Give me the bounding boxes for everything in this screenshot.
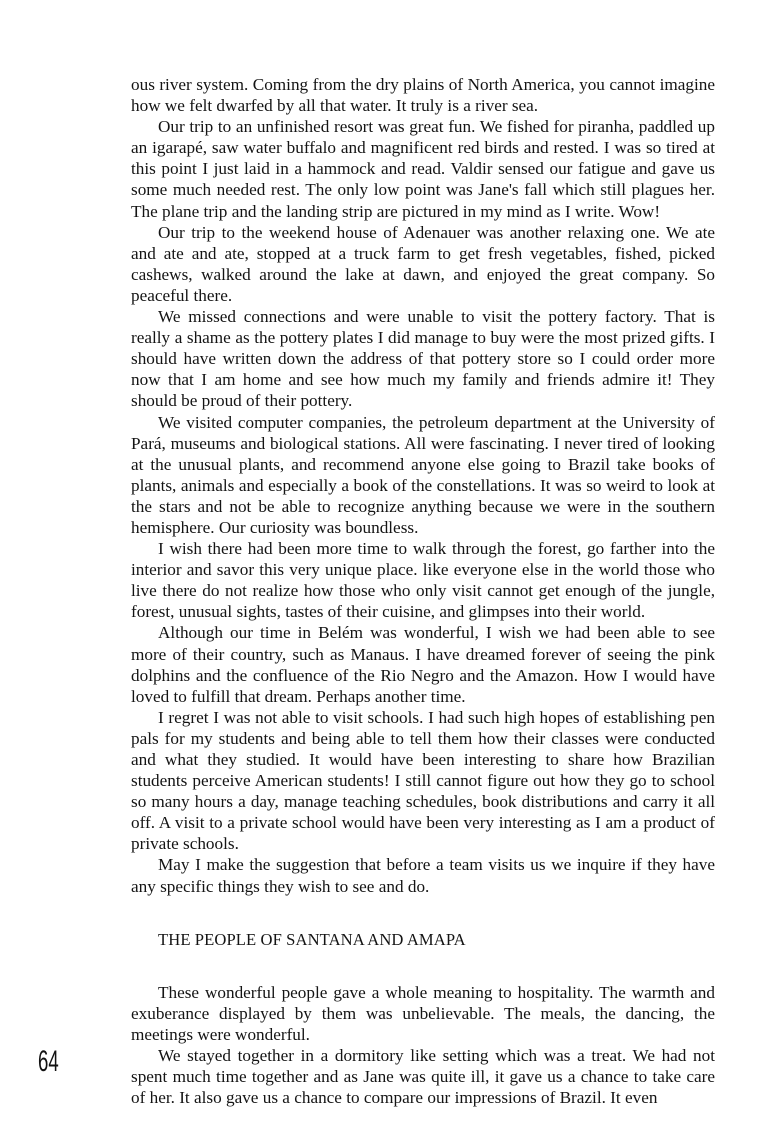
paragraph-weekend-house: Our trip to the weekend house of Adenauer was another relaxing one. We ate and ate and ate, stopped at a truck farm to get fresh vegetables, fished, picked cashews, walked around the lake at dawn, and enjoyed the great company. So peaceful there. [131,222,715,305]
paragraph-river-sea: ous river system. Coming from the dry plains of North America, you cannot imagine how we felt dwarfed by all that water. It truly is a river sea. [131,75,715,116]
paragraph-belem: Although our time in Belém was wonderful, I wish we had been able to see more of their country, such as Manaus. I have dreamed forever of seeing the pink dolphins and the confluence of the Rio Negro and the Amazon. How I would have loved to fulfill that dream. Perhaps another time. [131,623,715,706]
paragraph-schools: I regret I was not able to visit schools. I had such high hopes of establishing pen pals for my students and being able to tell them how their classes were conducted and what they studied. It would have been interesting to share how Brazilian students perceive American students! I still cannot figure out how they go to school so many hours a day, manage teaching schedules, book distributions and carry it all off. A visit to a private school would have been very interesting as I am a product of private schools. [131,707,715,854]
paragraph-computer-companies: We visited computer companies, the petroleum department at the University of Pará, museums and biological stations. All were fascinating. I never tired of looking at the unusual plants, and recommend anyone else going to Brazil take books of plants, animals and especially a book of the constellations. It was so weird to look at the stars and not be able to recognize anything because we were in the southern hemisphere. Our curiosity was boundless. [131,412,715,537]
paragraph-forest-wish: I wish there had been more time to walk through the forest, go farther into the interior and savor this very unique place. like everyone else in the world those who live there do not realize how those who only visit cannot get enough of the jungle, forest, unusual sights, tastes of their cuisine, and glimpses into their world. [131,539,715,622]
paragraph-pottery: We missed connections and were unable to visit the pottery factory. That is really a shame as the pottery plates I did manage to buy were the most prized gifts. I should have written down the address of that pottery store so I could order more now that I am home and see how much my family and friends admire it! They should be proud of their pottery. [131,307,715,411]
paragraph-hospitality: These wonderful people gave a whole meaning to hospitality. The warmth and exuberance displayed by them was unbelievable. The meals, the dancing, the meetings were wonderful. [131,982,715,1044]
paragraph-suggestion: May I make the suggestion that before a team visits us we inquire if they have any specific things they wish to see and do. [131,855,715,896]
paragraph-dormitory: We stayed together in a dormitory like setting which was a treat. We had not spent much time together and as Jane was quite ill, it gave us a chance to take care of her. It also gave us a chance to compare our impressions of Brazil. It even [131,1045,715,1108]
page-number: 64 [38,1045,59,1078]
book-page-text [131,74,715,1108]
section-heading: THE PEOPLE OF SANTANA AND AMAPA [158,929,466,949]
heading-spacing [131,950,715,982]
paragraph-resort-trip: Our trip to an unfinished resort was great fun. We fished for piranha, paddled up an igarapé, saw water buffalo and magnificent red birds and rested. I was so tired at this point I just laid in a hammock and read. Valdir sensed our fatigue and gave us some much needed rest. The only low point was Jane's fall which still plagues her. The plane trip and the landing strip are pictured in my mind as I write. Wow! [131,117,715,221]
